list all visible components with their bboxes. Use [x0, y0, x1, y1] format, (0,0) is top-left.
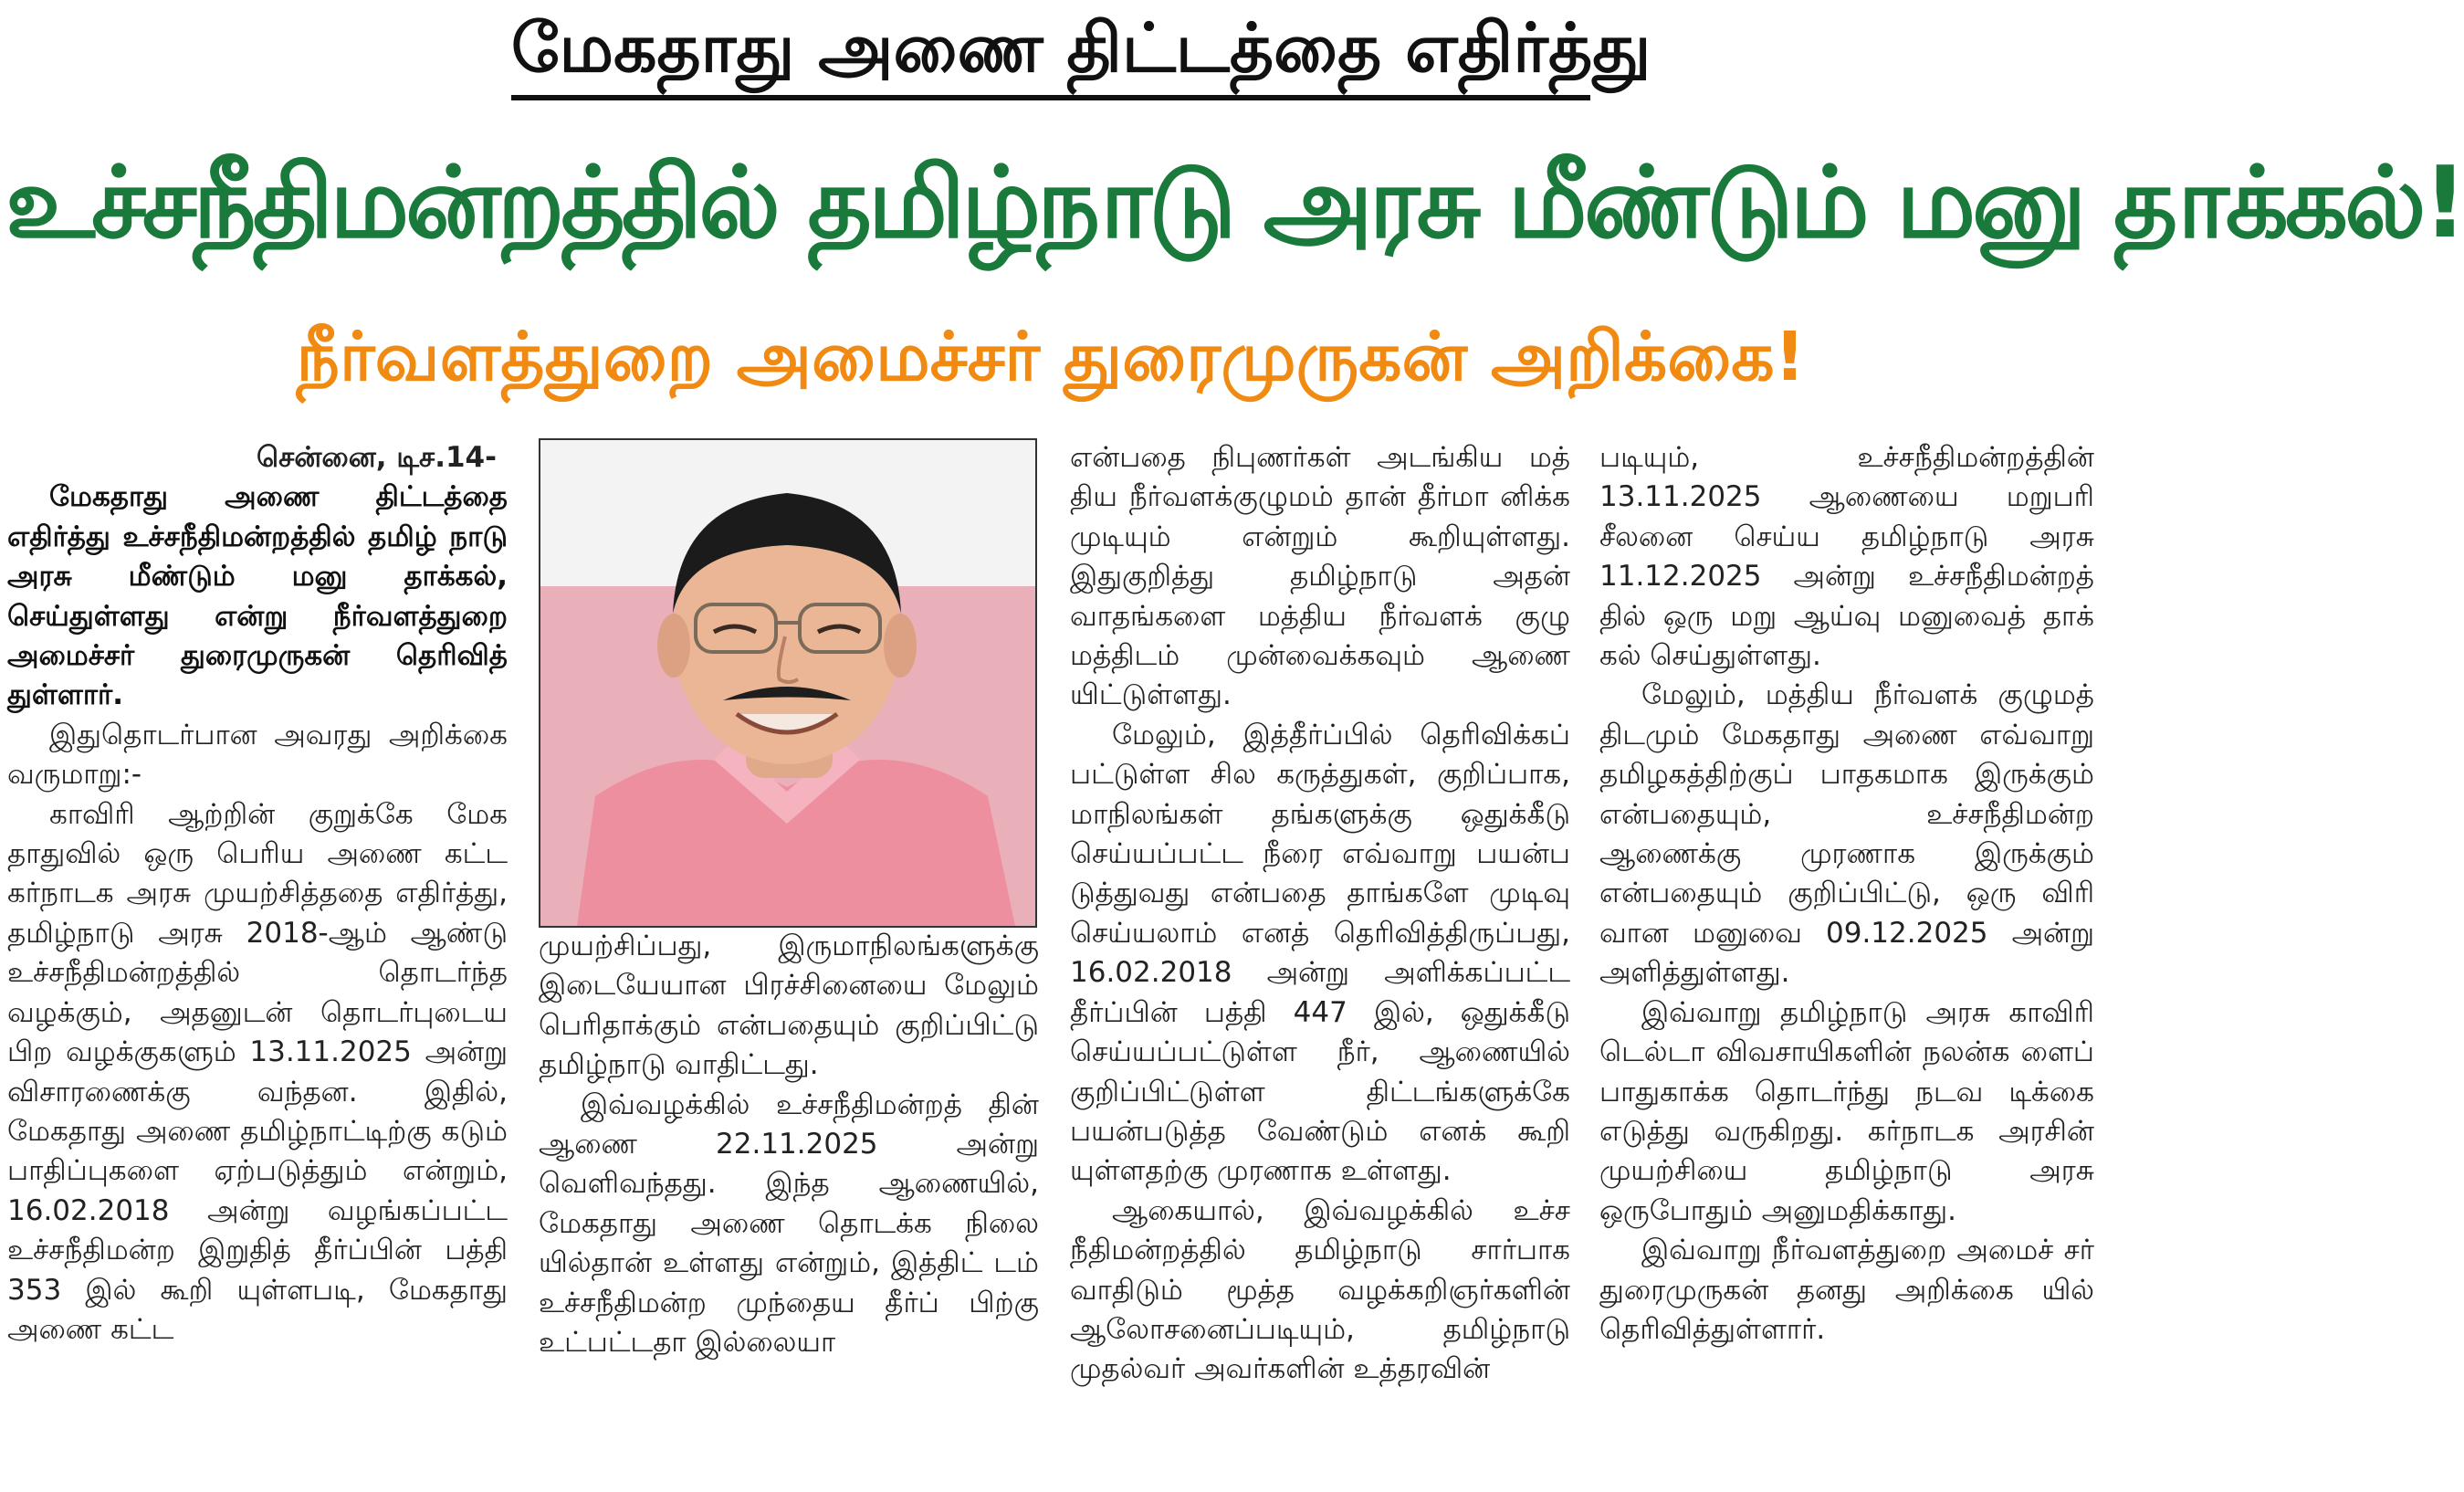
- main-headline: உச்சநீதிமன்றத்தில் தமிழ்நாடு அரசு மீண்டும் மனு தாக்கல்!: [5, 146, 2464, 260]
- paragraph-4: என்பதை நிபுணர்கள் அடங்கிய மத் திய நீர்வளக்குழுமம் தான் தீர்மா னிக்க முடியும் என்றும் கூறியுள்ளது. இதுகுறித்து தமிழ்நாடு அதன் வாதங்களை மத்திய நீர்வளக் குழு மத்திடம் முன்வைக்கவும் ஆணை யிட்டுள்ளது.: [1070, 441, 1570, 712]
- portrait-illustration: [540, 440, 1035, 926]
- paragraph-1: காவிரி ஆற்றின் குறுக்கே மேக தாதுவில் ஒரு பெரிய அணை கட்ட கர்நாடக அரசு முயற்சித்ததை எதிர்த்து, தமிழ்நாடு அரசு 2018-ஆம் ஆண்டு உச்சநீதிமன்றத்தில் தொடர்ந்த வழக்கும், அதனுடன் தொடர்புடைய பிற வழக்குகளும் 13.11.2025 அன்று விசாரணைக்கு வந்தன. இதில், மேகதாது அணை தமிழ்நாட்டிற்கு கடும் பாதிப்புகளை ஏற்படுத்தும் என்றும், 16.02.2018 அன்று வழங்கப்பட்ட உச்சநீதிமன்ற இறுதித் தீர்ப்பின் பத்தி 353 இல் கூறி யுள்ளபடி, மேகதாது அணை கட்ட: [7, 797, 508, 1346]
- kicker-underline: [511, 95, 1590, 100]
- lead-paragraph: மேகதாது அணை திட்டத்தை எதிர்த்து உச்சநீதிமன்றத்தில் தமிழ் நாடு அரசு மீண்டும் மனு தாக்கல், செய்துள்ளது என்று நீர்வளத்துறை அமைச்சர் துரைமுருகன் தெரிவித் துள்ளார்.: [7, 480, 508, 712]
- kicker-headline: மேகதாது அணை திட்டத்தை எதிர்த்து: [511, 9, 1651, 88]
- intro-paragraph: இதுதொடர்பான அவரது அறிக்கை வருமாறு:-: [7, 718, 508, 792]
- paragraph-5: மேலும், இத்தீர்ப்பில் தெரிவிக்கப் பட்டுள்ள சில கருத்துகள், குறிப்பாக, மாநிலங்கள் தங்களுக்கு ஒதுக்கீடு செய்யப்பட்ட நீரை எவ்வாறு பயன்ப டுத்துவது என்பதை தாங்களே முடிவு செய்யலாம் எனத் தெரிவித்திருப்பது, 16.02.2018 அன்று அளிக்கப்பட்ட தீர்ப்பின் பத்தி 447 இல், ஒதுக்கீடு செய்யப்பட்டுள்ள நீர், ஆணையில் குறிப்பிட்டுள்ள திட்டங்களுக்கே பயன்படுத்த வேண்டும் எனக் கூறி யுள்ளதற்கு முரணாக உள்ளது.: [1070, 718, 1570, 1188]
- paragraph-10: இவ்வாறு நீர்வளத்துறை அமைச் சர் துரைமுருகன் தனது அறிக்கை யில் தெரிவித்துள்ளார்.: [1599, 1234, 2094, 1346]
- article-column-3: [1070, 438, 1570, 1488]
- article-column-1: [7, 438, 508, 1488]
- paragraph-3: இவ்வழக்கில் உச்சநீதிமன்றத் தின் ஆணை 22.11.2025 அன்று வெளிவந்தது. இந்த ஆணையில், மேகதாது அணை தொடக்க நிலை யில்தான் உள்ளது என்றும், இத்திட் டம் உச்சநீதிமன்ற முந்தைய தீர்ப் பிற்கு உட்பட்டதா இல்லையா: [539, 1087, 1039, 1360]
- paragraph-7: படியும், உச்சநீதிமன்றத்தின் 13.11.2025 ஆணையை மறுபரி சீலனை செய்ய தமிழ்நாடு அரசு 11.12.2025 அன்று உச்சநீதிமன்றத் தில் ஒரு மறு ஆய்வு மனுவைத் தாக் கல் செய்துள்ளது.: [1599, 441, 2094, 673]
- sub-headline: நீர்வளத்துறை அமைச்சர் துரைமுருகன் அறிக்கை!: [296, 318, 1806, 396]
- article-column-2: [539, 927, 1039, 1488]
- dateline: சென்னை, டிச.14-: [257, 441, 497, 474]
- paragraph-6: ஆகையால், இவ்வழக்கில் உச்ச நீதிமன்றத்தில் தமிழ்நாடு சார்பாக வாதிடும் மூத்த வழக்கறிஞர்களின் ஆலோசனைப்படியும், தமிழ்நாடு முதல்வர் அவர்களின் உத்தரவின்: [1070, 1193, 1570, 1386]
- portrait-photo: [539, 438, 1037, 928]
- paragraph-2: முயற்சிப்பது, இருமாநிலங்களுக்கு இடையேயான பிரச்சினையை மேலும் பெரிதாக்கும் என்பதையும் குறிப்பிட்டு தமிழ்நாடு வாதிட்டது.: [539, 930, 1039, 1082]
- paragraph-8: மேலும், மத்திய நீர்வளக் குழுமத் திடமும் மேகதாது அணை எவ்வாறு தமிழகத்திற்குப் பாதகமாக இருக்கும் என்பதையும், உச்சநீதிமன்ற ஆணைக்கு முரணாக இருக்கும் என்பதையும் குறிப்பிட்டு, ஒரு விரி வான மனுவை 09.12.2025 அன்று அளித்துள்ளது.: [1599, 678, 2094, 990]
- paragraph-9: இவ்வாறு தமிழ்நாடு அரசு காவிரி டெல்டா விவசாயிகளின் நலன்க ளைப் பாதுகாக்க தொடர்ந்து நடவ டிக்கை எடுத்து வருகிறது. கர்நாடக அரசின் முயற்சியை தமிழ்நாடு அரசு ஒருபோதும் அனுமதிக்காது.: [1599, 995, 2094, 1227]
- article-column-4: [1599, 438, 2094, 1488]
